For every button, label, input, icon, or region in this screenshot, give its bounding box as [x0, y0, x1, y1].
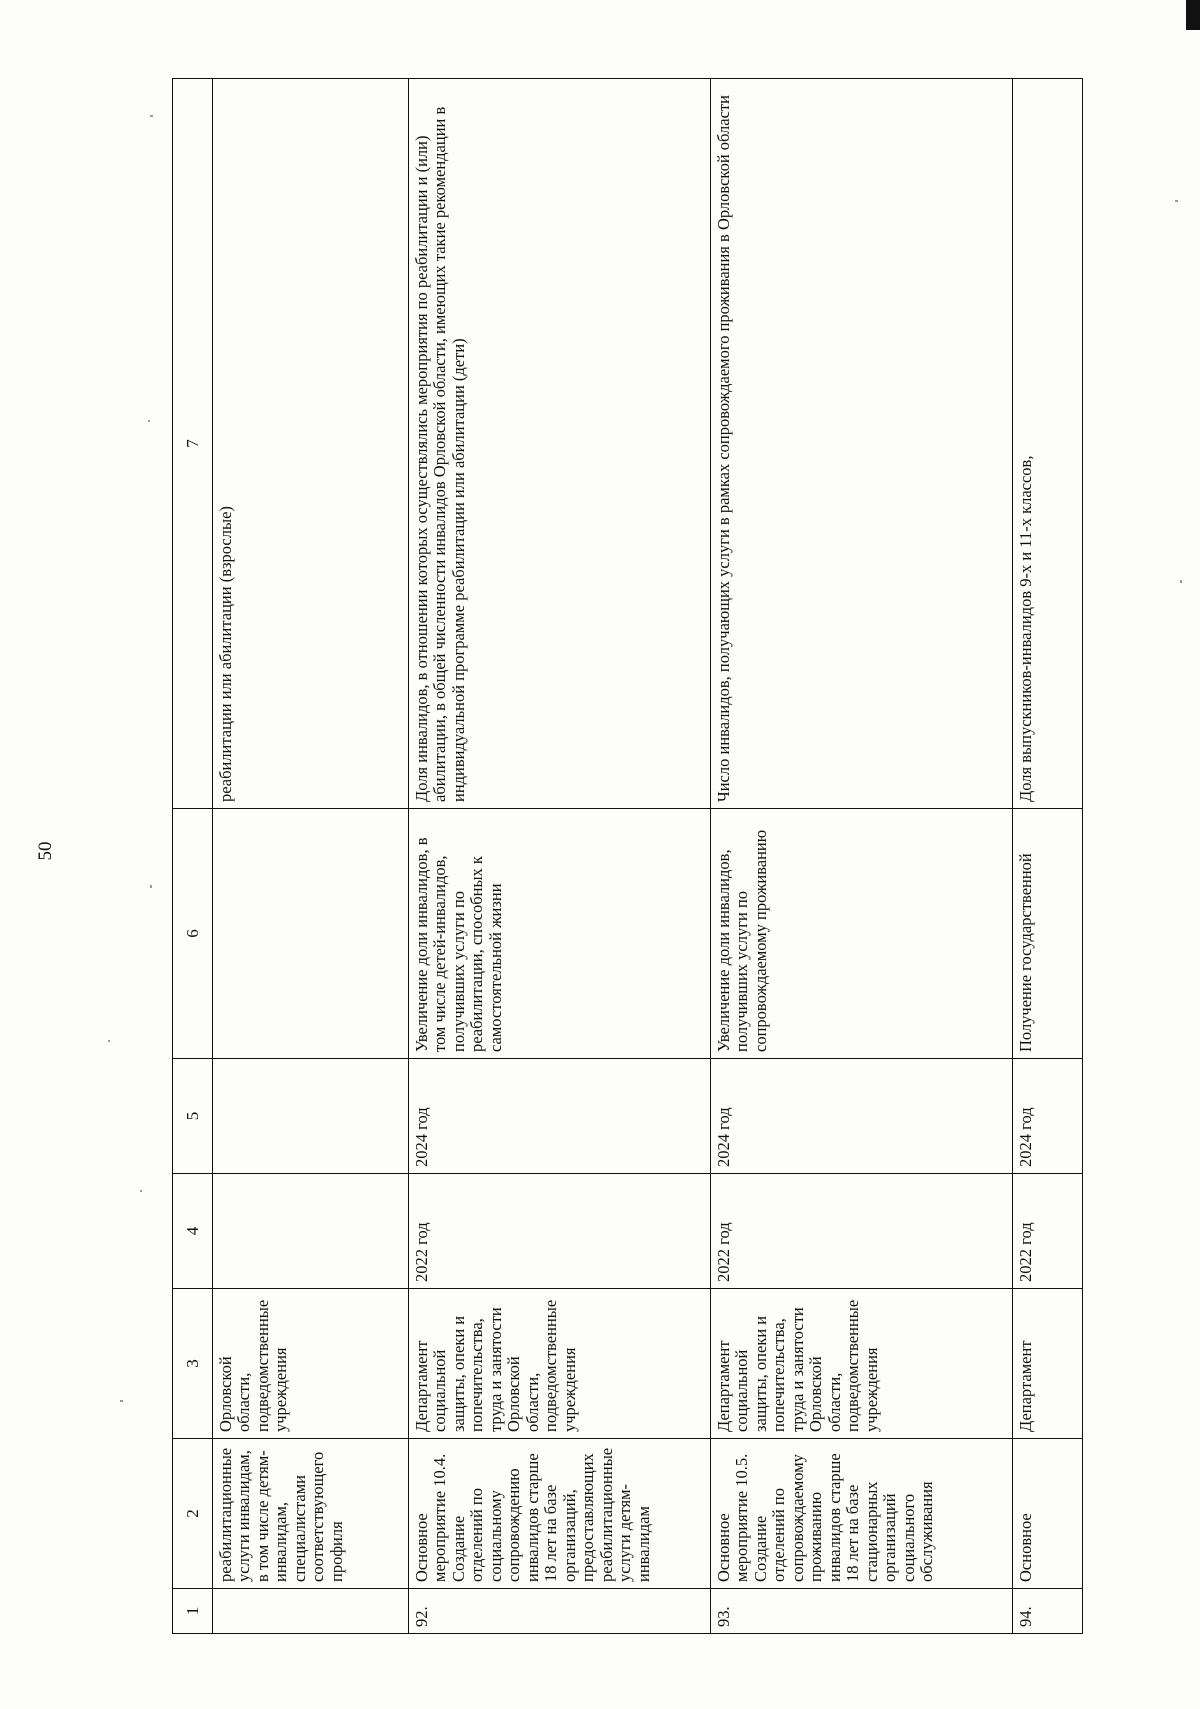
row-number: 93.: [711, 1589, 1013, 1634]
scan-speck: [150, 115, 153, 117]
result-cell: Получение государственной: [1013, 809, 1083, 1059]
measure-cell: Основное мероприятие 10.4. Создание отделений по социальному сопровождению инвалидов старше 18 лет на базе организаций, предоставляющих реабилитационные услуги детям-инвалидам: [409, 1439, 711, 1589]
measure-cell: Основное мероприятие 10.5. Создание отделений по сопровождаемому проживанию инвалидов старше 18 лет на базе стационарных организаций социального обслуживания: [711, 1439, 1013, 1589]
scan-speck: [148, 420, 150, 422]
executor-cell: Орловской области, подведомственные учреждения: [213, 1289, 409, 1439]
rotated-table-container: [172, 79, 1082, 1634]
program-activities-table: [172, 78, 1083, 1634]
result-cell: [213, 809, 409, 1059]
end-year-cell: [213, 1059, 409, 1174]
row-number: 92.: [409, 1589, 711, 1634]
column-header: 2: [173, 1439, 213, 1589]
column-header: 5: [173, 1059, 213, 1174]
table-row: [213, 79, 409, 1634]
indicator-cell: реабилитации или абилитации (взрослые): [213, 79, 409, 809]
table-row: [711, 79, 1013, 1634]
row-number: [213, 1589, 409, 1634]
executor-cell: Департамент: [1013, 1289, 1083, 1439]
table-row: [409, 79, 711, 1634]
measure-cell: Основное: [1013, 1439, 1083, 1589]
end-year-cell: 2024 год: [409, 1059, 711, 1174]
indicator-cell: Число инвалидов, получающих услуги в рамках сопровождаемого проживания в Орловской области: [711, 79, 1013, 809]
scan-speck: [1175, 200, 1178, 202]
result-cell: Увеличение доли инвалидов, получивших услуги по сопровождаемому проживанию: [711, 809, 1013, 1059]
end-year-cell: 2024 год: [1013, 1059, 1083, 1174]
scan-speck: [108, 1040, 110, 1042]
start-year-cell: 2022 год: [1013, 1174, 1083, 1289]
start-year-cell: 2022 год: [711, 1174, 1013, 1289]
indicator-cell: Доля инвалидов, в отношении которых осуществлялись мероприятия по реабилитации и (или) абилитации, в общей численности инвалидов Орловской области, имеющих такие рекомендации в индивидуальной программе реабилитации или абилитации (дети): [409, 79, 711, 809]
scan-speck: [120, 1400, 123, 1402]
scan-speck: [150, 885, 152, 888]
result-cell: Увеличение доли инвалидов, в том числе детей-инвалидов, получивших услуги по реабилитации, способных к самостоятельной жизни: [409, 809, 711, 1059]
scan-speck: [140, 1190, 142, 1192]
page-number: 50: [35, 841, 56, 861]
row-number: 94.: [1013, 1589, 1083, 1634]
start-year-cell: 2022 год: [409, 1174, 711, 1289]
column-header: 7: [173, 79, 213, 809]
column-header: 1: [173, 1589, 213, 1634]
executor-cell: Департамент социальной защиты, опеки и попечительства, труда и занятости Орловской области, подведомственные учреждения: [409, 1289, 711, 1439]
measure-cell: реабилитационные услуги инвалидам, в том числе детям-инвалидам, специалистами соответствующего профиля: [213, 1439, 409, 1589]
executor-cell: Департамент социальной защиты, опеки и попечительства, труда и занятости Орловской области, подведомственные учреждения: [711, 1289, 1013, 1439]
indicator-cell: Доля выпускников-инвалидов 9-х и 11-х классов,: [1013, 79, 1083, 809]
start-year-cell: [213, 1174, 409, 1289]
scan-speck: [1180, 580, 1182, 583]
table-row: [1013, 79, 1083, 1634]
column-header: 4: [173, 1174, 213, 1289]
column-header: 3: [173, 1289, 213, 1439]
header-row: [173, 79, 213, 1634]
scan-edge-mark: [1186, 0, 1200, 30]
column-header: 6: [173, 809, 213, 1059]
end-year-cell: 2024 год: [711, 1059, 1013, 1174]
